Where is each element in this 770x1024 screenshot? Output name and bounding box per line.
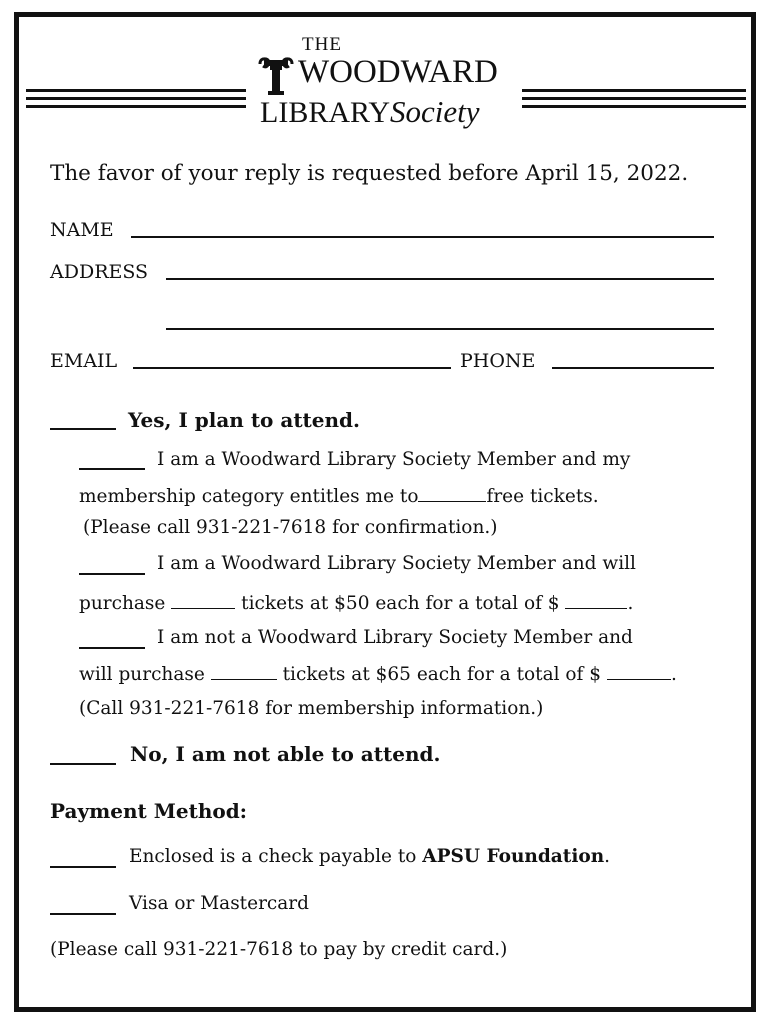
option3-line1: I am not a Woodward Library Society Member and bbox=[157, 627, 633, 648]
check-option bbox=[129, 845, 610, 869]
option3-line2-text: will purchase bbox=[79, 664, 205, 685]
option1-line2-end: free tickets. bbox=[486, 486, 599, 507]
check-payee: APSU Foundation bbox=[422, 846, 605, 867]
intro-text: The favor of your reply is requested before April 15, 2022. bbox=[50, 161, 689, 186]
logo-library: LIBRARY bbox=[260, 96, 391, 129]
option1-line2 bbox=[79, 483, 599, 509]
option3-line2-mid: tickets at $65 each for a total of $ bbox=[282, 664, 602, 685]
yes-blank[interactable] bbox=[50, 428, 116, 430]
no-label: No, I am not able to attend. bbox=[130, 742, 441, 766]
member-tickets-count-field[interactable] bbox=[171, 590, 235, 609]
check-blank[interactable] bbox=[50, 866, 116, 868]
check-option-text: Enclosed is a check payable to bbox=[129, 846, 417, 867]
name-label: NAME bbox=[50, 219, 114, 241]
no-blank[interactable] bbox=[50, 763, 116, 765]
phone-field[interactable] bbox=[552, 367, 714, 369]
option2-line2-text: purchase bbox=[79, 593, 166, 614]
nonmember-purchase-blank[interactable] bbox=[79, 647, 145, 649]
free-tickets-count-field[interactable] bbox=[418, 483, 486, 502]
logo-the: THE bbox=[302, 34, 342, 55]
email-label: EMAIL bbox=[50, 350, 118, 372]
member-total-field[interactable] bbox=[565, 590, 627, 609]
option1-note: (Please call 931-221-7618 for confirmation.) bbox=[83, 517, 498, 538]
option3-note: (Call 931-221-7618 for membership information.) bbox=[79, 698, 544, 719]
option1-line1: I am a Woodward Library Society Member and my bbox=[157, 449, 631, 470]
logo-woodward: WOODWARD bbox=[298, 54, 498, 90]
address-field-line2[interactable] bbox=[166, 328, 714, 330]
nonmember-total-field[interactable] bbox=[607, 661, 671, 680]
member-free-blank[interactable] bbox=[79, 468, 145, 470]
column-capital-icon bbox=[258, 56, 294, 96]
option1-line2-text: membership category entitles me to bbox=[79, 486, 419, 507]
yes-label: Yes, I plan to attend. bbox=[128, 408, 361, 432]
option2-line2-end: . bbox=[627, 593, 634, 614]
address-field-line1[interactable] bbox=[166, 278, 714, 280]
check-option-end: . bbox=[604, 846, 611, 867]
option3-line2 bbox=[79, 661, 677, 687]
card-blank[interactable] bbox=[50, 913, 116, 915]
address-label: ADDRESS bbox=[50, 261, 149, 283]
option2-line2 bbox=[79, 590, 633, 616]
logo-library-society bbox=[260, 96, 480, 128]
name-field[interactable] bbox=[131, 236, 714, 238]
logo-society: Society bbox=[390, 94, 480, 129]
credit-card-note: (Please call 931-221-7618 to pay by credit card.) bbox=[50, 939, 508, 960]
option3-line2-end: . bbox=[670, 664, 677, 685]
nonmember-tickets-count-field[interactable] bbox=[211, 661, 277, 680]
option2-line1: I am a Woodward Library Society Member and will bbox=[157, 553, 636, 574]
payment-heading: Payment Method: bbox=[50, 799, 248, 823]
email-field[interactable] bbox=[133, 367, 451, 369]
phone-label: PHONE bbox=[460, 350, 536, 372]
card-option: Visa or Mastercard bbox=[129, 893, 309, 914]
member-purchase-blank[interactable] bbox=[79, 573, 145, 575]
option2-line2-mid: tickets at $50 each for a total of $ bbox=[241, 593, 560, 614]
